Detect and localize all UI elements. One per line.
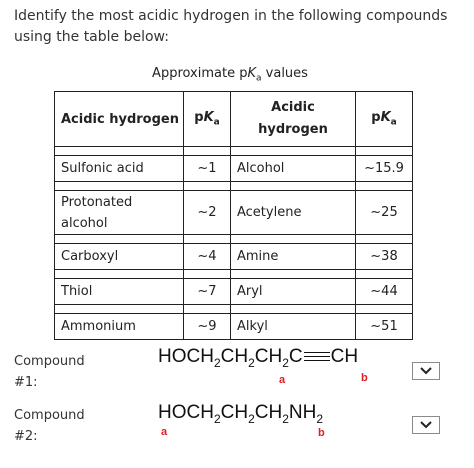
header-acidic-hydrogen-2: Acidic hydrogen [231, 92, 356, 147]
compound-2-select[interactable] [412, 416, 440, 434]
compound-1-label: Compound #1: [14, 354, 85, 390]
table-row: Ammonium ~9 Alkyl ~51 [55, 314, 413, 340]
compound-2-label: Compound #2: [14, 408, 85, 444]
compound-2-formula: $HOCH_2CH_2CH_2NH_2$ [158, 402, 324, 426]
compound-2-tag-a: a [161, 426, 168, 438]
pka-table [54, 91, 413, 340]
header-pka: $pK_a$ [184, 92, 231, 147]
compound-1-tag-b: b [361, 372, 368, 384]
compound-1-tag-a: a [279, 374, 286, 386]
table-header-row [55, 92, 413, 147]
table-row: Sulfonic acid ~1 Alcohol ~15.9 [55, 156, 413, 182]
header-acidic-hydrogen: Acidic hydrogen [55, 92, 184, 147]
table-row: Thiol ~7 Aryl ~44 [55, 279, 413, 305]
compound-2-tag-b: b [318, 427, 325, 439]
header-pka-2: $pK_a$ [356, 92, 413, 147]
compound-1-select[interactable] [412, 362, 440, 380]
question-text: Identify the most acidic hydrogen in the following compounds using the table below: [14, 8, 448, 45]
table-row: Protonated alcohol ~2 Acetylene ~25 [55, 191, 413, 235]
chevron-down-icon [420, 421, 432, 429]
triple-bond [304, 351, 330, 363]
table-caption: Approximate $pK_a$ values [152, 66, 308, 84]
table-row: Carboxyl ~4 Amine ~38 [55, 244, 413, 270]
compound-1-formula: $HOCH_2CH_2CH_2C$ CH [158, 346, 359, 370]
chevron-down-icon [420, 367, 432, 375]
